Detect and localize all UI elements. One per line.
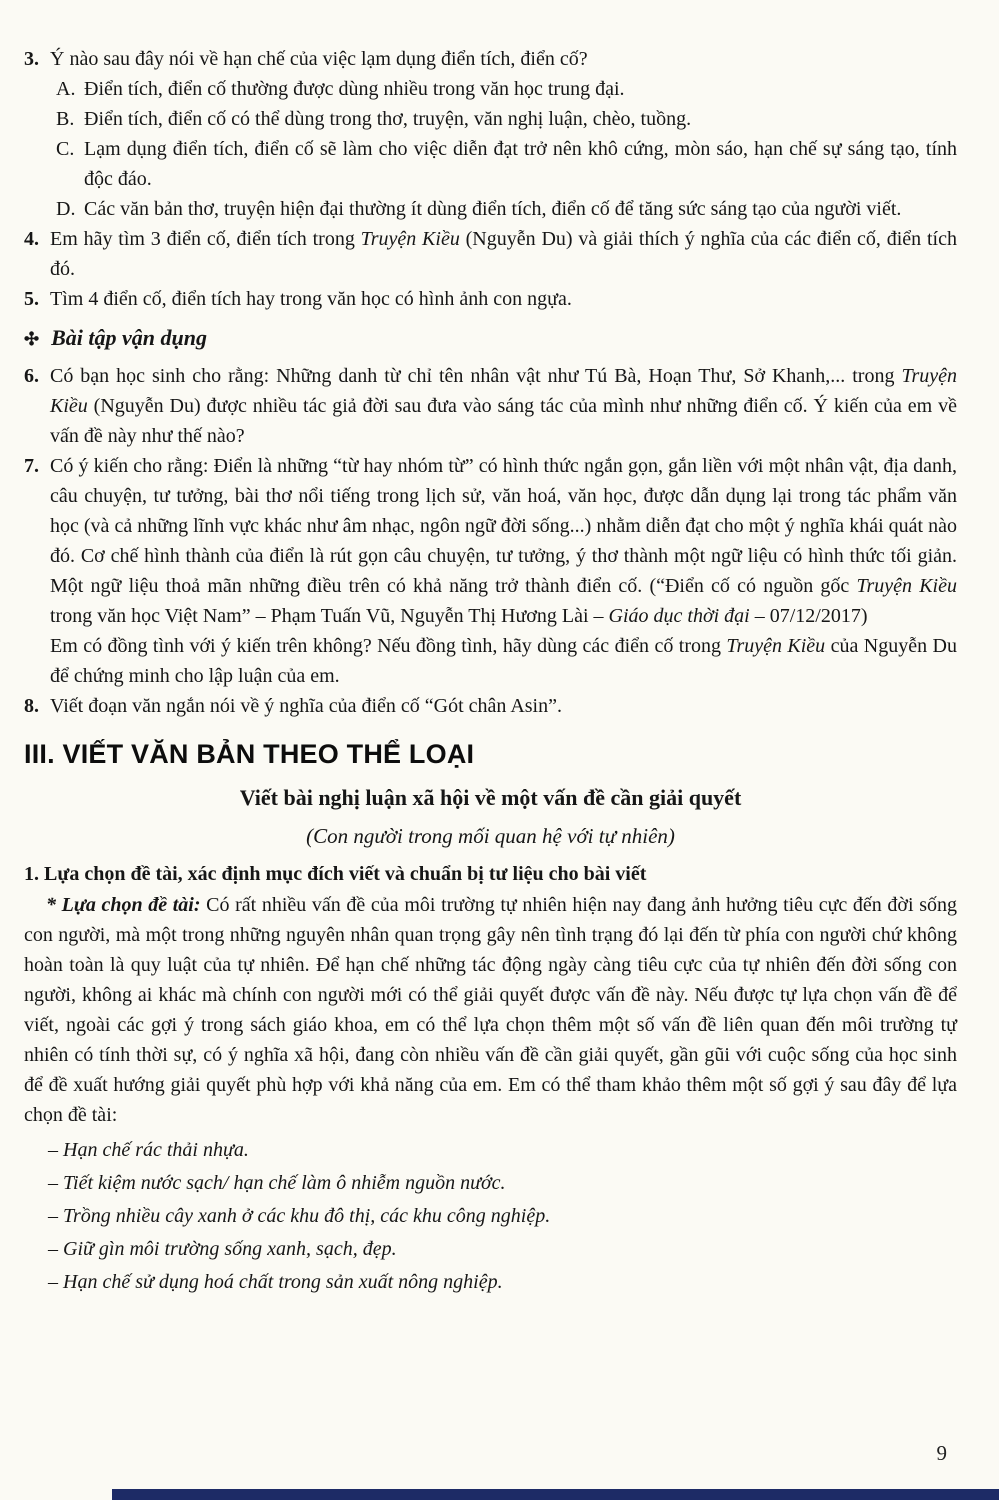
question-text: Có ý kiến cho rằng: Điển là những “từ hay nhóm từ” có hình thức ngắn gọn, gắn liền với một nhân vật, địa danh, câu chuyện, tư tưởng, bài thơ nổi tiếng trong lịch sử, văn hoá, văn học, được dẫn dụng lại trong tác phẩm văn học (và cả những lĩnh vực khác như âm nhạc, ngôn ngữ đời sống...) nhằm diễn đạt cho một ý nghĩa khái quát nào đó. Cơ chế hình thành của điển là rút gọn câu chuyện, tư tưởng, ý thơ thành một ngữ liệu có hình thức tối giản. Một ngữ liệu thoả mãn những điều trên có khả năng trở thành điển cố. (“Điển cố có nguồn gốc Truyện Kiều trong văn học Việt Nam” – Phạm Tuấn Vũ, Nguyễn Thị Hương Lài – Giáo dục thời đại – 07/12/2017) bbox=[50, 455, 957, 627]
topic-suggestion-item: – Trồng nhiều cây xanh ở các khu đô thị, các khu công nghiệp. bbox=[48, 1205, 551, 1227]
question-followup-text: Em có đồng tình với ý kiến trên không? Nếu đồng tình, hãy dùng các điển cố trong Truyện Kiều của Nguyễn Du để chứng minh cho lập luận của em. bbox=[50, 635, 957, 687]
question-8 bbox=[24, 691, 957, 721]
option-letter: C. bbox=[56, 138, 75, 160]
option-letter: B. bbox=[56, 108, 75, 130]
option-b bbox=[56, 104, 957, 134]
option-c bbox=[56, 134, 957, 194]
option-text: Các văn bản thơ, truyện hiện đại thường ít dùng điển tích, điển cố để tăng sức sáng tạo của người viết. bbox=[84, 198, 902, 220]
question-number: 7. bbox=[24, 455, 39, 477]
lesson-title: Viết bài nghị luận xã hội về một vấn đề cần giải quyết bbox=[239, 785, 742, 810]
question-number: 5. bbox=[24, 288, 39, 310]
option-text: Lạm dụng điển tích, điển cố sẽ làm cho việc diễn đạt trở nên khô cứng, mòn sáo, hạn chế sự sáng tạo, tính độc đáo. bbox=[84, 138, 957, 190]
answer-options bbox=[50, 74, 957, 224]
question-number: 3. bbox=[24, 48, 39, 70]
question-7 bbox=[24, 451, 957, 691]
question-text: Tìm 4 điển cố, điển tích hay trong văn học có hình ảnh con ngựa. bbox=[50, 288, 572, 310]
topic-suggestion-item: – Hạn chế rác thải nhựa. bbox=[48, 1139, 249, 1161]
topic-suggestion-item: – Tiết kiệm nước sạch/ hạn chế làm ô nhiễm nguồn nước. bbox=[48, 1172, 506, 1194]
question-5 bbox=[24, 284, 957, 314]
option-letter: D. bbox=[56, 198, 76, 220]
topic-suggestion-item: – Giữ gìn môi trường sống xanh, sạch, đẹp. bbox=[48, 1238, 397, 1260]
lesson-subtitle: (Con người trong mối quan hệ với tự nhiên) bbox=[306, 824, 675, 848]
option-text: Điển tích, điển cố thường được dùng nhiều trong văn học trung đại. bbox=[84, 78, 625, 100]
question-text: Có bạn học sinh cho rằng: Những danh từ chỉ tên nhân vật như Tú Bà, Hoạn Thư, Sở Khanh,... trong Truyện Kiều (Nguyễn Du) được nhiều tác giả đời sau đưa vào sáng tác của mình như những điển cố. Ý kiến của em về vấn đề này như thế nào? bbox=[50, 365, 957, 447]
option-letter: A. bbox=[56, 78, 76, 100]
topic-suggestions-list bbox=[48, 1135, 957, 1297]
clover-marker-icon: ✣ bbox=[24, 329, 40, 349]
question-text: Viết đoạn văn ngắn nói về ý nghĩa của điển cố “Gót chân Asin”. bbox=[50, 695, 562, 717]
question-4 bbox=[24, 224, 957, 284]
question-6 bbox=[24, 361, 957, 451]
practice-exercises-heading bbox=[24, 323, 957, 354]
practice-heading-label: Bài tập vận dụng bbox=[51, 325, 207, 350]
option-d bbox=[56, 194, 957, 224]
topic-suggestion-item: – Hạn chế sử dụng hoá chất trong sản xuất nông nghiệp. bbox=[48, 1271, 503, 1293]
scan-edge-strip bbox=[112, 1489, 999, 1500]
section-iii-heading: III. VIẾT VĂN BẢN THEO THỂ LOẠI bbox=[24, 739, 475, 769]
question-text: Ý nào sau đây nói về hạn chế của việc lạm dụng điển tích, điển cố? bbox=[50, 48, 588, 70]
question-text: Em hãy tìm 3 điển cố, điển tích trong Truyện Kiều (Nguyễn Du) và giải thích ý nghĩa của các điển cố, điển tích đó. bbox=[50, 228, 957, 280]
option-text: Điển tích, điển cố có thể dùng trong thơ, truyện, văn nghị luận, chèo, tuồng. bbox=[84, 108, 692, 130]
question-number: 4. bbox=[24, 228, 39, 250]
option-a bbox=[56, 74, 957, 104]
question-3 bbox=[24, 44, 957, 224]
question-number: 6. bbox=[24, 365, 39, 387]
page-number: 9 bbox=[936, 1441, 947, 1465]
step-1-heading: 1. Lựa chọn đề tài, xác định mục đích viết và chuẩn bị tư liệu cho bài viết bbox=[24, 863, 647, 885]
question-number: 8. bbox=[24, 695, 39, 717]
topic-selection-paragraph: * Lựa chọn đề tài: Có rất nhiều vấn đề của môi trường tự nhiên hiện nay đang ảnh hưởng tiêu cực đến đời sống con người, mà một trong những nguyên nhân quan trọng gây nên tình trạng đó lại đến từ phía con người chứ không hoàn toàn là quy luật của tự nhiên. Để hạn chế những tác động ngày càng tiêu cực của tự nhiên đến đời sống con người, không ai khác mà chính con người mới có thể giải quyết được vấn đề này. Nếu được tự lựa chọn vấn đề để viết, ngoài các gợi ý trong sách giáo khoa, em có thể lựa chọn thêm một số vấn đề liên quan đến môi trường tự nhiên có tính thời sự, có ý nghĩa xã hội, đang còn nhiều vấn đề cần giải quyết, gần gũi với cuộc sống của học sinh để đề xuất hướng giải quyết phù hợp với khả năng của em. Em có thể tham khảo thêm một số gợi ý sau đây để lựa chọn đề tài: bbox=[24, 894, 957, 1126]
page-content bbox=[24, 44, 957, 1300]
